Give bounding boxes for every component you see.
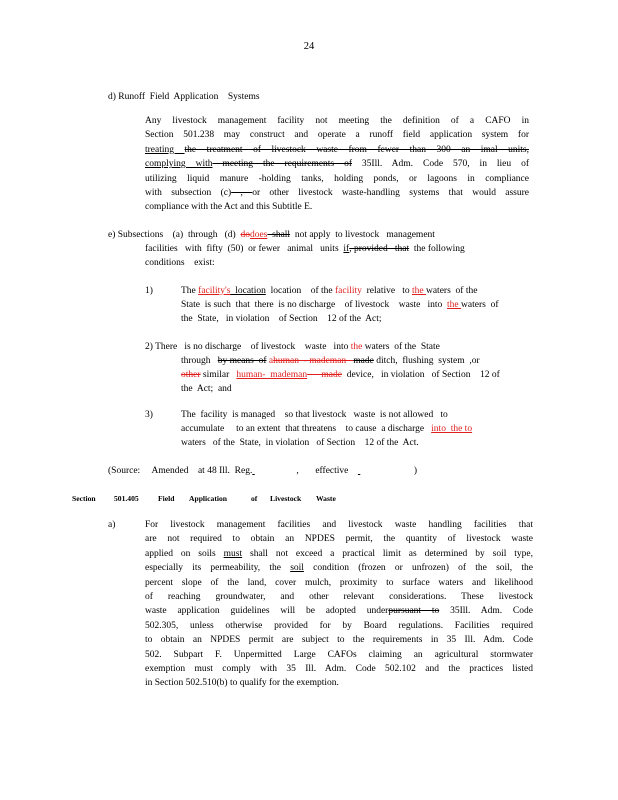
section-title-word: Livestock [270,494,302,503]
page-number: 24 [303,41,315,52]
text-line: Any livestock management facility not meeting the definition of a CAFO in [145,116,529,126]
text-run: State is such that there is no discharge of livestock waste into [181,300,448,310]
inserted-text: facility's [198,286,231,296]
text-run: waters of the [425,286,478,296]
text-run: waters of the State [362,342,440,352]
source-note [108,464,417,478]
item-2-line-4: the Act; and [181,384,232,394]
deleted-text: pursuant to [388,606,440,617]
text-run: The [181,286,199,296]
text-line [145,143,529,157]
item-3-line-3: waters of the State, in violation of Section 12 of the Act. [181,438,419,448]
deleted-text: made [307,370,342,380]
deleted-text: meeting the requirements of [212,159,352,170]
text-line [145,157,529,171]
inserted-text: a [266,356,274,366]
section-number: 501.405 [114,494,139,503]
text-line: to obtain an NPDES permit are subject to the requirements in 35 Ill. Adm. Code [145,635,533,646]
text-line [145,186,529,200]
inserted-text: treating [145,144,185,155]
item-1-line-1 [181,284,477,298]
deleted-text: by means of [217,356,267,366]
deleted-text: the treatment of livestock waste from fewer than 300 an imal units, [184,144,530,155]
deleted-text: shall [267,230,291,240]
item-3-line-2 [181,422,472,436]
section-title-word: of [251,494,258,503]
text-run: e) Subsections (a) through (d) [108,230,241,240]
section-label: Section [72,494,96,503]
text-run: similar [200,370,237,380]
text-run: the following [409,244,465,254]
deleted-text: , [231,187,253,198]
section-title-word: Field [158,494,175,503]
subsection-e-line-3: conditions exist: [145,258,215,268]
text-line [145,604,533,618]
item-2-line-1 [145,340,440,354]
inserted-text: soil [290,563,304,574]
text-run: , effective [296,466,358,476]
section-title-word: Application [189,494,227,503]
blank-line [252,464,296,478]
inserted-text: the [350,342,363,352]
item-1-line-3: the State, in violation of Section 12 of the Act; [181,314,382,324]
text-line: exemption must comply with 35 Ill. Adm. Code 502.102 and the practices listed [145,663,533,674]
text-run: location of the [265,286,335,296]
text-run: facilities with fifty (50) or fewer animal units [145,244,344,254]
deleted-text: human - mademan [273,356,354,366]
deleted-text: do [240,230,250,240]
text-line: Section 501.238 may construct and operate a runoff field application system for [145,130,529,141]
text-line: 502. Subpart F. Unpermitted Large CAFOs claiming an agricultural stormwater [145,649,533,660]
text-line: 502.305, unless otherwise provided for by Board regulations. Facilities required [145,620,533,631]
text-line: compliance with the Act and this Subtitle E. [145,202,313,213]
inserted-text: complying with [145,159,213,170]
inserted-text: if [343,244,350,254]
item-number: a) [108,520,116,530]
inserted-text: facility [334,286,362,296]
text-run: applied on soils [145,548,224,559]
deleted-text: made [353,356,374,366]
inserted-text: does [249,230,268,240]
text-run: 35Ill. Adm. Code 570, in lieu of [351,159,529,170]
text-run: waste application guidelines will be adopted under [145,606,389,617]
item-2-line-3 [181,368,500,382]
text-run: shall not exceed a practical limit as determined by soil type, [242,548,533,559]
subsection-e-line-2 [145,242,465,256]
text-run: 35Ill. Adm. Code [439,606,533,617]
item-2-line-2 [181,354,480,368]
subsection-e-line-1 [108,228,435,242]
text-run: ) [413,466,418,476]
inserted-text: human- mademan [236,370,308,380]
text-run: waters of [461,300,499,310]
subsection-d-body [145,114,529,215]
text-run: relative to [361,286,412,296]
text-line [145,547,533,561]
item-3-line-1: The facility is managed so that livestock waste is not allowed to [181,410,448,420]
text-line: For livestock management facilities and livestock waste handling facilities that [145,520,533,530]
text-line: percent slope of the land, cover mulch, proximity to surface waters and likelihood [145,577,533,588]
text-run: through [181,356,218,366]
text-line: of reaching groundwater, and other relevant considerations. These livestock [145,591,533,602]
text-run: ditch, flushing system ,or [373,356,480,366]
section-a-body [145,518,533,691]
blank-line [358,464,414,478]
text-run: with subsection (c) [145,187,232,198]
item-1-line-2 [181,298,499,312]
deleted-text: , provided that [349,244,410,254]
item-number: 3) [145,410,153,420]
text-run: device, in violation of Section 12 of [341,370,500,380]
subsection-d-heading: d) Runoff Field Application Systems [108,92,260,102]
text-run: condition (frozen or unfrozen) of the soil, the [303,563,533,574]
deleted-text: other [181,370,201,380]
text-line: utilizing liquid manure -holding tanks, holding ponds, or lagoons in compliance [145,173,529,184]
inserted-text: the [412,286,426,296]
inserted-text: the [447,300,462,310]
text-run: accumulate to an extent that threatens to cause a discharge [181,424,432,434]
text-run: location [230,286,266,296]
text-line: in Section 502.510(b) to qualify for the exemption. [145,678,339,689]
text-run: especially its permeability, the [145,563,291,574]
text-run: not apply to livestock management [290,230,435,240]
text-line: are not required to obtain an NPDES permit, the quantity of livestock waste [145,534,533,545]
inserted-text: must [223,548,243,559]
text-run: 2) There is no discharge of livestock waste into [145,342,351,352]
text-line [145,561,533,575]
item-number: 1) [145,286,153,296]
section-title-word: Waste [316,494,336,503]
text-run: (Source: Amended at 48 Ill. Reg. [108,466,253,476]
inserted-text: into the to [431,424,473,434]
text-run: or other livestock waste-handling systems that would assure [252,187,530,198]
